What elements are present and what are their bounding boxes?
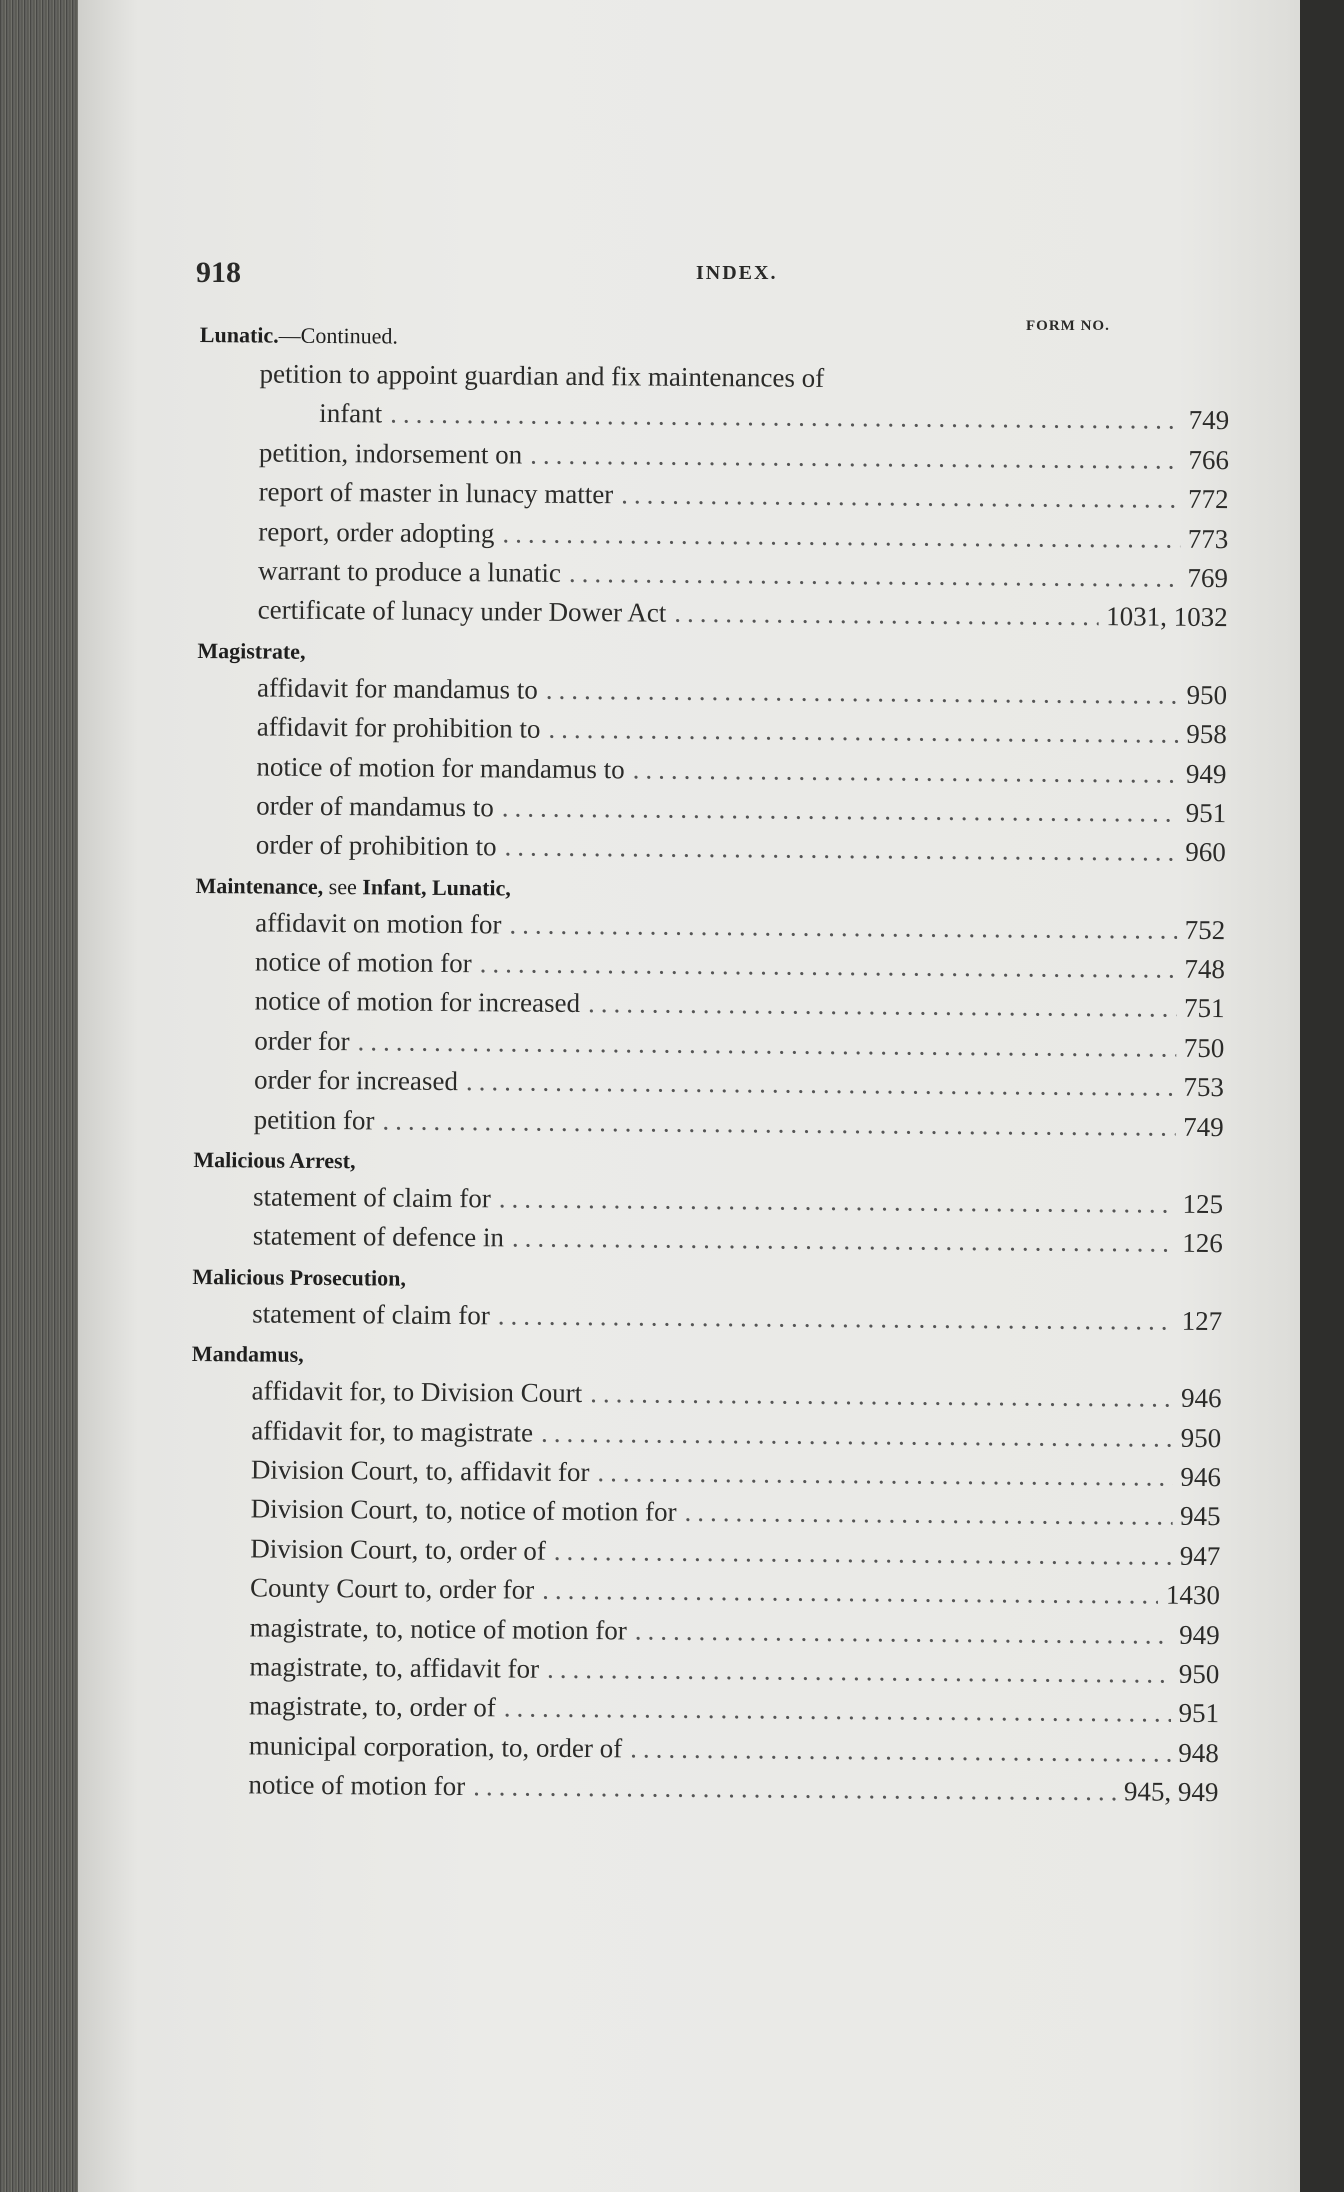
running-head: INDEX. — [696, 262, 778, 284]
index-entry: notice of motion for increased ..... 751 — [194, 981, 1224, 1028]
book-page-edges — [0, 0, 78, 2192]
index-entry: petition for ..... 749 — [194, 1100, 1224, 1147]
index-entry: affidavit for, to magistrate ..... 950 — [191, 1411, 1221, 1458]
index-entry: petition to appoint guardian and fix maintenances of — [259, 358, 825, 393]
index-entry: Division Court, to, affidavit for ..... 946 — [191, 1450, 1221, 1497]
page-header — [196, 256, 1211, 296]
index-entry: order of mandamus to ..... 951 — [196, 786, 1226, 833]
index-group-malicious-arrest — [193, 1143, 1224, 1264]
index-entry: report, order adopting ..... 773 — [198, 512, 1228, 559]
index-group-maintenance — [194, 869, 1226, 1147]
index-group-malicious-prosecution — [192, 1260, 1223, 1341]
index-entry: Division Court, to, order of ..... 947 — [190, 1529, 1220, 1576]
index-entry: magistrate, to, notice of motion for ..... 949 — [190, 1608, 1220, 1655]
index-heading: Lunatic.—Continued. — [199, 321, 398, 349]
book-spine-shadow — [1300, 0, 1344, 2192]
index-entry: order for increased ..... 753 — [194, 1060, 1224, 1107]
page-number: 918 — [196, 256, 241, 289]
index-entry: statement of defence in ..... 126 — [193, 1216, 1223, 1263]
index-entry: magistrate, to, affidavit for ..... 950 — [189, 1647, 1219, 1694]
index-entry: statement of claim for ..... 125 — [193, 1177, 1223, 1224]
index-heading: Magistrate, — [197, 637, 306, 664]
index-entry: affidavit for prohibition to ..... 958 — [197, 707, 1227, 754]
index-entry: warrant to produce a lunatic ..... 769 — [198, 551, 1228, 598]
index-entry: petition, indorsement on ..... 766 — [199, 433, 1229, 480]
index-entry: infant ..... 749 — [199, 393, 1229, 440]
index-entry: notice of motion for ..... 748 — [195, 942, 1225, 989]
index-heading: Malicious Arrest, — [193, 1147, 356, 1174]
index-entry: Division Court, to, notice of motion for ..... 945 — [190, 1489, 1220, 1536]
index-entry: affidavit on motion for ..... 752 — [195, 903, 1225, 950]
index-entry: County Court to, order for ..... 1430 — [190, 1568, 1220, 1615]
form-number-column-label: FORM NO. — [1026, 318, 1110, 334]
index-heading: Maintenance, see Infant, Lunatic, — [195, 872, 511, 901]
index-group-mandamus — [188, 1337, 1222, 1812]
index-entries — [188, 318, 1230, 1817]
index-entry: certificate of lunacy under Dower Act ..... 1031, 1032 — [198, 590, 1228, 637]
index-group-magistrate — [196, 634, 1228, 873]
index-entry: notice of motion for mandamus to ..... 949 — [196, 747, 1226, 794]
index-entry: notice of motion for ..... 945, 949 — [188, 1765, 1218, 1812]
index-entry: affidavit for, to Division Court ..... 946 — [191, 1371, 1221, 1418]
index-entry: report of master in lunacy matter ..... 772 — [198, 472, 1228, 519]
index-entry: municipal corporation, to, order of ..... 948 — [189, 1726, 1219, 1773]
index-heading: Malicious Prosecution, — [192, 1263, 407, 1291]
index-group-lunatic — [198, 318, 1230, 638]
index-entry: order for ..... 750 — [194, 1021, 1224, 1068]
index-entry: affidavit for mandamus to ..... 950 — [197, 668, 1227, 715]
index-entry: statement of claim for ..... 127 — [192, 1294, 1222, 1341]
index-entry: magistrate, to, order of ..... 951 — [189, 1686, 1219, 1733]
index-heading: Mandamus, — [191, 1341, 304, 1368]
index-entry: order of prohibition to ..... 960 — [196, 825, 1226, 872]
